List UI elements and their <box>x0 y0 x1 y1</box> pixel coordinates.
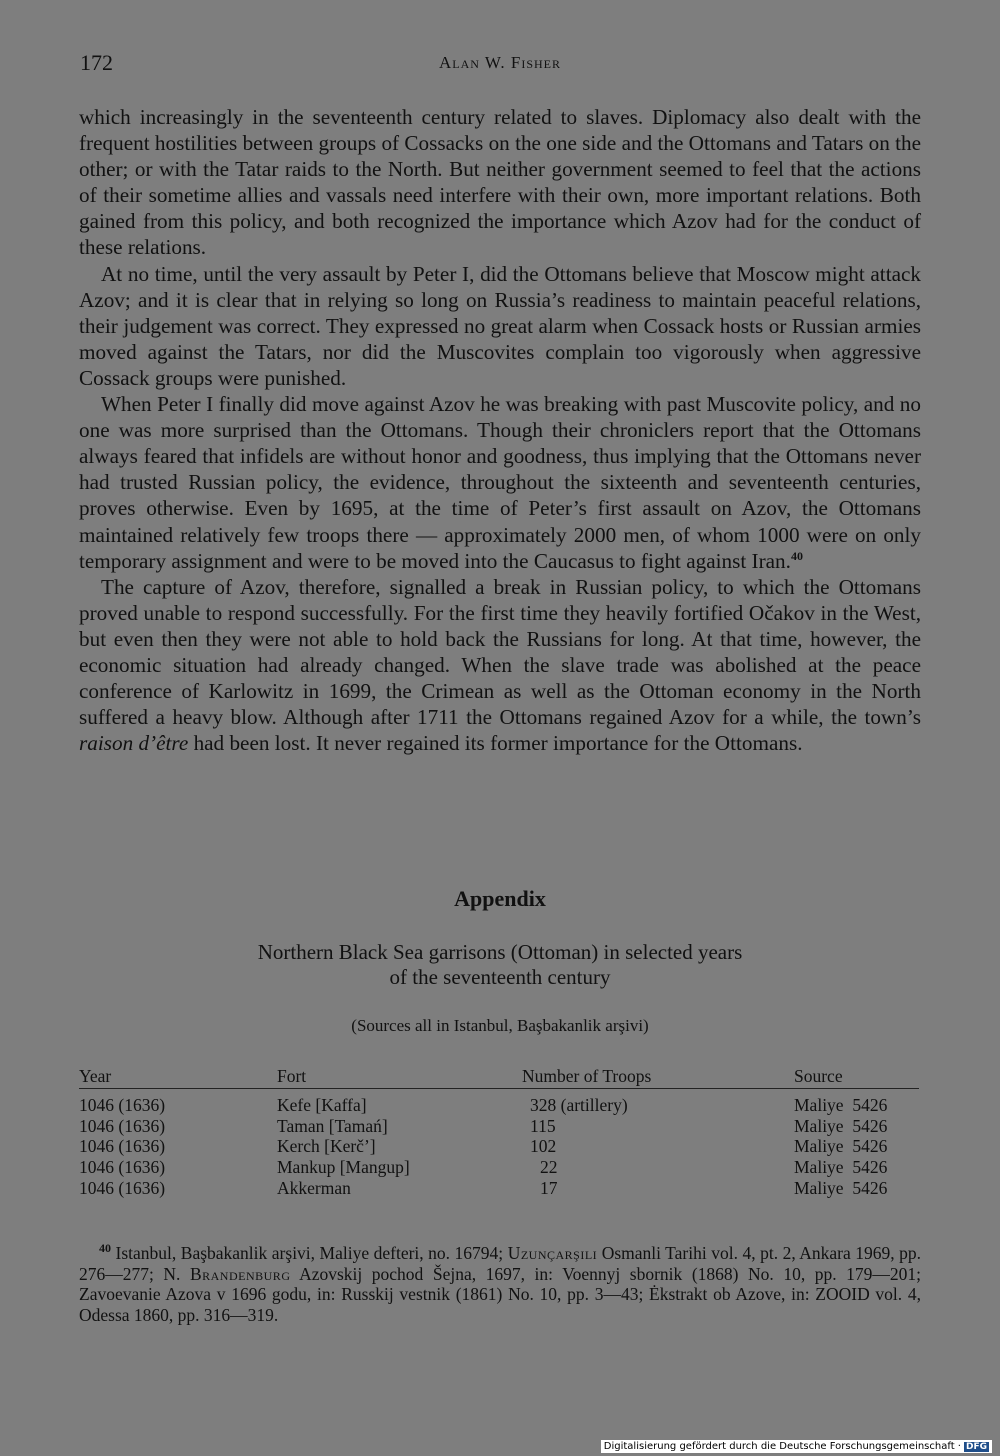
table-row <box>79 1157 919 1178</box>
cell-fort: Akkerman <box>277 1177 351 1198</box>
table-sources-note: (Sources all in Istanbul, Başbakanlik arşivi) <box>351 1016 649 1035</box>
table-row <box>79 1095 919 1116</box>
footnote-ref-40[interactable]: 40 <box>790 548 803 563</box>
footnote-author-1: Uzunçarşili <box>507 1243 598 1263</box>
paragraph-3-text: When Peter I finally did move against Azov he was breaking with past Muscovite policy, and no one was more surprised than the Ottomans. Though their chroniclers report that the Ottomans always feared that infidels are without honor and goodness, thus implying that the Ottomans never had trusted Russian policy, the evidence, throughout the sixteenth and seventeenth centuries, proves otherwise. Even by 1695, at the time of Peter’s first assault on Azov, the Ottomans maintained relatively few troops there — approximately 2000 men, of whom 1000 were on only temporary assignment and were to be moved into the Caucasus to fight against Iran. <box>79 392 921 573</box>
footnote-text-b: Osmanli Tarihi vol. 4, pt. 2, Ankara 1969, pp. 276—277; N. <box>79 1243 922 1284</box>
paragraph-3 <box>79 391 921 574</box>
appendix-title: Appendix <box>454 886 546 911</box>
credit-text: Digitalisierung gefördert durch die Deutsche Forschungsgemeinschaft · <box>603 1441 961 1452</box>
cell-year: 1046 (1636) <box>79 1157 166 1178</box>
table-row <box>79 1178 919 1199</box>
garrison-table <box>79 1064 919 1198</box>
cell-fort: Kerch [Kerč’] <box>277 1136 376 1157</box>
header-troops: Number of Troops <box>522 1066 652 1086</box>
cell-source: Maliye 5426 <box>794 1157 888 1178</box>
footnote-40 <box>79 1243 921 1325</box>
cell-year: 1046 (1636) <box>79 1095 166 1115</box>
paragraph-2: At no time, until the very assault by Peter I, did the Ottomans believe that Moscow might attack Azov; and it is clear that in relying so long on Russia’s readiness to maintain peaceful relations, their judgement was correct. They expressed no great alarm when Cossack hosts or Russian armies moved against the Tatars, nor did the Muscovites complain too vigorously when aggressive Cossack groups were punished. <box>79 261 921 390</box>
cell-troops: 102 <box>530 1136 557 1157</box>
table-caption-line-1: Northern Black Sea garrisons (Ottoman) in selected years <box>257 940 743 964</box>
page-number: 172 <box>80 50 113 75</box>
table-header-row <box>79 1064 919 1089</box>
paragraph-4 <box>79 574 921 757</box>
cell-fort: Taman [Tamań] <box>277 1115 388 1136</box>
header-fort: Fort <box>277 1066 307 1086</box>
digitization-credit <box>601 1440 992 1453</box>
cell-year: 1046 (1636) <box>79 1177 166 1198</box>
cell-source: Maliye 5426 <box>794 1177 888 1198</box>
cell-source: Maliye 5426 <box>794 1136 888 1157</box>
cell-troops: 115 <box>530 1115 556 1136</box>
footnote-number: 40 <box>99 1241 111 1256</box>
paragraph-4-italic: raison d’être <box>79 731 189 756</box>
header-source: Source <box>794 1066 843 1086</box>
cell-fort: Kefe [Kaffa] <box>277 1095 367 1115</box>
body-text <box>79 104 921 756</box>
paragraph-1: which increasingly in the seventeenth century related to slaves. Diplomacy also dealt with the frequent hostilities between groups of Cossacks on the one side and the Ottomans and Tatars on the other; or with the Tatar raids to the North. But neither government seemed to feel that the actions of their sometime allies and vassals need interfere with their own, more important relations. Both gained from this policy, and both recognized the importance which Azov had for the conduct of these relations. <box>79 105 921 260</box>
cell-source: Maliye 5426 <box>794 1095 888 1115</box>
header-year: Year <box>79 1066 112 1086</box>
cell-troops: 17 <box>540 1177 558 1198</box>
running-head: Alan W. Fisher <box>439 53 561 72</box>
footnote-author-2: Brandenburg <box>189 1263 291 1284</box>
cell-fort: Mankup [Mangup] <box>277 1157 410 1178</box>
cell-troops: 328 (artillery) <box>530 1095 628 1115</box>
table-caption <box>0 940 1000 990</box>
cell-troops: 22 <box>540 1157 558 1178</box>
table-row <box>79 1116 919 1137</box>
cell-source: Maliye 5426 <box>794 1115 888 1136</box>
table-caption-line-2: of the seventeenth century <box>389 965 611 989</box>
paragraph-4-text-a: The capture of Azov, therefore, signalled a break in Russian policy, to which the Ottomans proved unable to respond successfully. For the first time they heavily fortified Očakov in the West, but even then they were not able to hold back the Russians for long. At that time, however, the economic situation had already changed. When the slave trade was abolished at the peace conference of Karlowitz in 1699, the Crimean as well as the Ottoman economy in the North suffered a heavy blow. Although after 1711 the Ottomans regained Azov for a while, the town’s <box>79 574 921 730</box>
paragraph-4-text-b: had been lost. It never regained its former importance for the Ottomans. <box>193 731 803 756</box>
cell-year: 1046 (1636) <box>79 1136 166 1157</box>
footnote-text-c: Azovskij pochod Šejna, 1697, in: Voennyj sbornik (1868) No. 10, pp. 179—201; Zavoevanie Azova v 1696 godu, in: Russkij vestnik (1861) No. 10, pp. 3—43; Ėkstrakt ob Azove, in: ZOOID vol. 4, Odessa 1860, pp. 316—319. <box>79 1263 922 1325</box>
table-row <box>79 1136 919 1157</box>
dfg-logo-icon: DFG <box>965 1441 987 1452</box>
footnote-text-a: Istanbul, Başbakanlik arşivi, Maliye defteri, no. 16794; <box>115 1243 504 1263</box>
cell-year: 1046 (1636) <box>79 1115 166 1136</box>
